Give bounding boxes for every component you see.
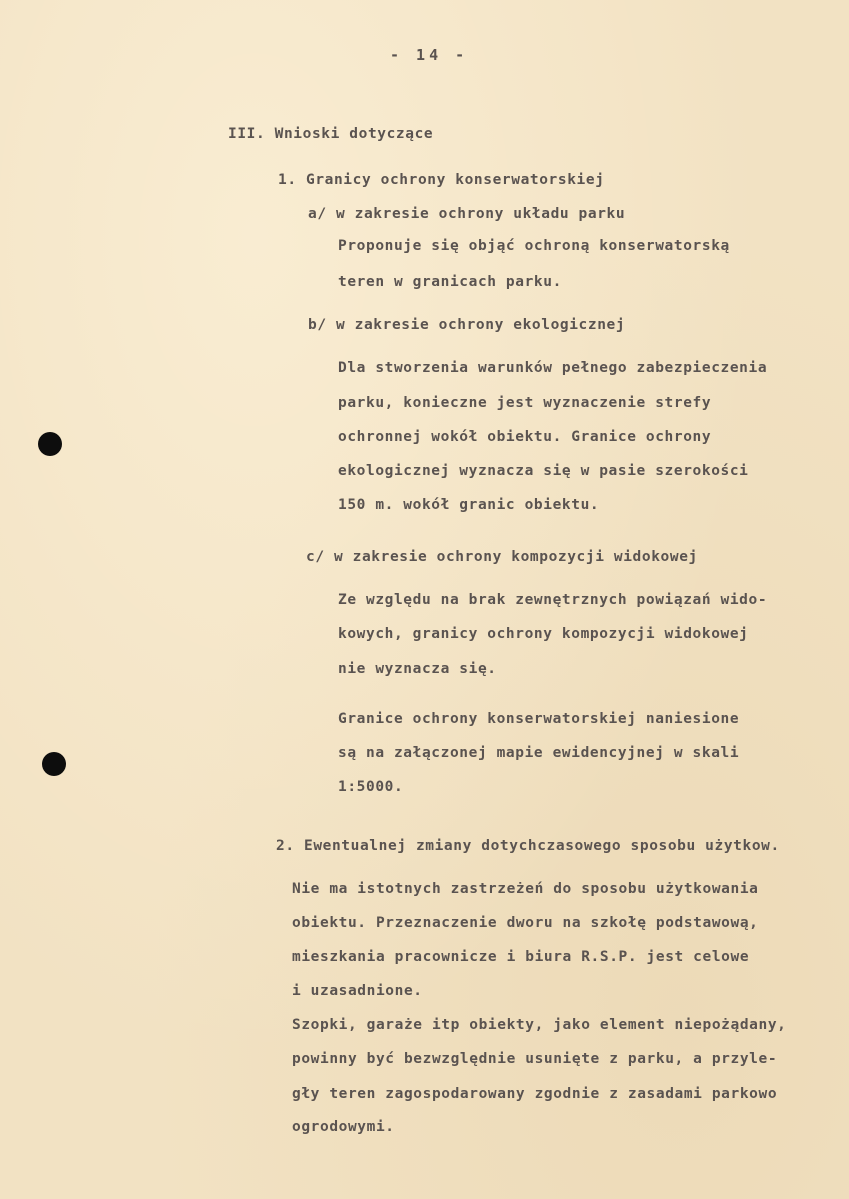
item1a-text-line: Proponuje się objąć ochroną konserwatorską [338,238,730,254]
item1b-text-line: ochronnej wokół obiektu. Granice ochrony [338,429,712,445]
item1c-text-line: kowych, granicy ochrony kompozycji widokowej [338,626,749,642]
item1-note-line: są na załączonej mapie ewidencyjnej w skali [338,745,740,761]
item1b-text-line: parku, konieczne jest wyznaczenie strefy [338,395,712,411]
item2-text-line: obiektu. Przeznaczenie dworu na szkołę podstawową, [292,915,759,931]
item2-text-line: mieszkania pracownicze i biura R.S.P. jest celowe [292,949,750,965]
item2-text-line: Szopki, garaże itp obiekty, jako element niepożądany, [292,1017,787,1033]
item1a-text-line: teren w granicach parku. [338,274,562,290]
item2-text-line: Nie ma istotnych zastrzeżeń do sposobu użytkowania [292,881,759,897]
item1c-text-line: Ze względu na brak zewnętrznych powiązań wido- [338,592,768,608]
item1c-text-line: nie wyznacza się. [338,661,497,677]
item1-title: 1. Granicy ochrony konserwatorskiej [278,172,605,188]
item1-note-line: 1:5000. [338,779,404,795]
item1a-title: a/ w zakresie ochrony układu parku [308,206,626,222]
item1b-text-line: Dla stworzenia warunków pełnego zabezpieczenia [338,360,768,376]
item2-text-line: i uzasadnione. [292,983,423,999]
item1b-title: b/ w zakresie ochrony ekologicznej [308,317,626,333]
item1b-text-line: ekologicznej wyznacza się w pasie szerokości [338,463,749,479]
item2-text-line: powinny być bezwzględnie usunięte z parku, a przyle- [292,1051,778,1067]
punch-hole-bottom [42,752,66,776]
punch-hole-top [38,432,62,456]
item2-title: 2. Ewentualnej zmiany dotychczasowego sposobu użytkow. [276,838,780,854]
item1b-text-line: 150 m. wokół granic obiektu. [338,497,600,513]
section-heading: III. Wnioski dotyczące [228,126,434,142]
item1-note-line: Granice ochrony konserwatorskiej naniesione [338,711,740,727]
item1c-title: c/ w zakresie ochrony kompozycji widokowej [306,549,698,565]
page-number: - 14 - [390,46,469,64]
item2-text-line: ogrodowymi. [292,1119,395,1135]
item2-text-line: gły teren zagospodarowany zgodnie z zasadami parkowo [292,1086,778,1102]
